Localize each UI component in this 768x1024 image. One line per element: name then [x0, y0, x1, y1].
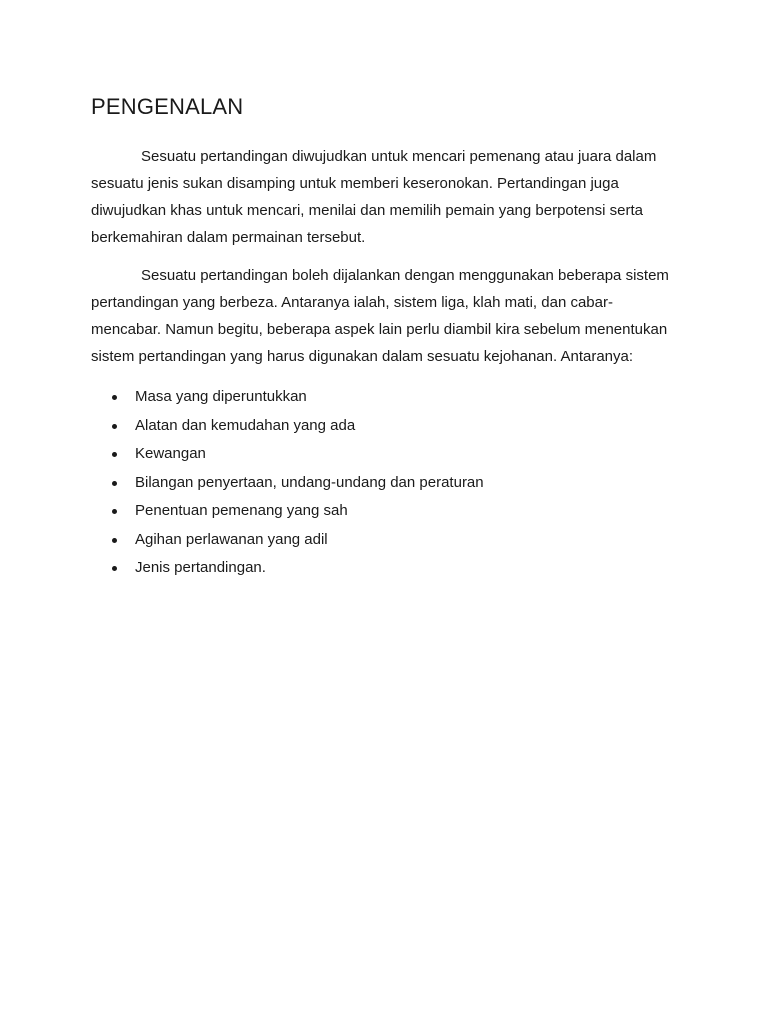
bullet-icon [112, 395, 117, 400]
bullet-icon [112, 452, 117, 457]
list-item [91, 383, 484, 412]
list-item [91, 469, 484, 498]
list-item [91, 440, 484, 469]
bullet-icon [112, 424, 117, 429]
list-item-text: Penentuan pemenang yang sah [135, 502, 348, 519]
list-item-text: Alatan dan kemudahan yang ada [135, 416, 356, 434]
list-item-text: Jenis pertandingan. [135, 559, 266, 576]
bullet-icon [112, 509, 117, 514]
list-item-text: Masa yang diperuntukkan [135, 388, 307, 405]
list-item [91, 526, 484, 555]
aspect-list [91, 383, 484, 583]
paragraph-systems: Sesuatu pertandingan boleh dijalankan dengan menggunakan beberapa sistem pertandingan yang berbeza. Antaranya ialah, sistem liga, klah mati, dan cabar-mencabar. Namun begitu, beberapa aspek lain perlu diambil kira sebelum menentukan sistem pertandingan yang harus digunakan dalam sesuatu kejohanan. Antaranya: [91, 267, 669, 365]
document-title: PENGENALAN [91, 94, 244, 119]
list-item-text: Kewangan [135, 445, 206, 462]
list-item [91, 497, 484, 526]
bullet-icon [112, 566, 117, 571]
list-item-text: Bilangan penyertaan, undang-undang dan peraturan [135, 473, 484, 491]
bullet-icon [112, 538, 117, 543]
paragraph-intro: Sesuatu pertandingan diwujudkan untuk mencari pemenang atau juara dalam sesuatu jenis sukan disamping untuk memberi keseronokan. Pertandingan juga diwujudkan khas untuk mencari, menilai dan memilih pemain yang berpotensi serta berkemahiran dalam permainan tersebut. [91, 148, 657, 246]
list-item [91, 554, 484, 583]
list-item [91, 412, 484, 441]
bullet-icon [112, 481, 117, 486]
list-item-text: Agihan perlawanan yang adil [135, 530, 328, 548]
